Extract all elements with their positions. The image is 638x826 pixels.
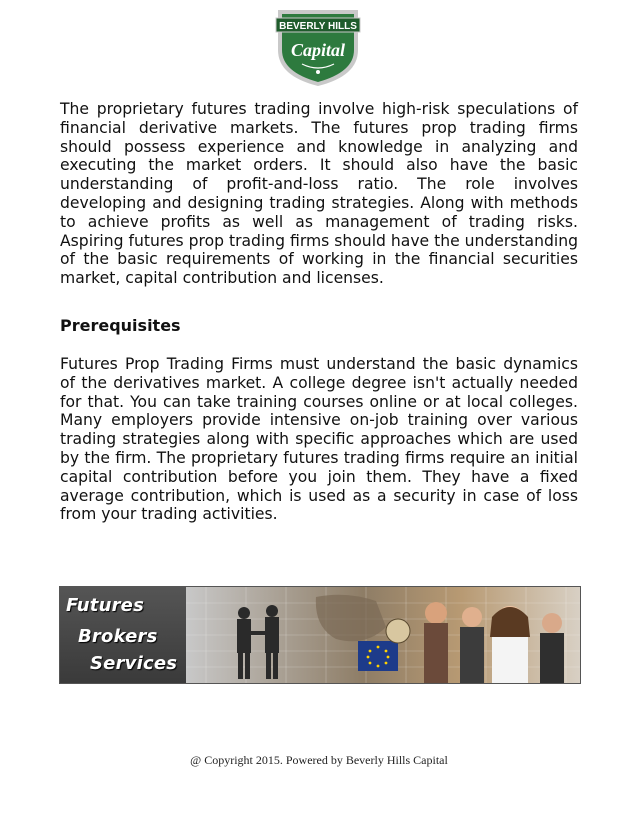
banner-text-panel (60, 587, 186, 683)
banner-photo-collage (186, 587, 580, 683)
copyright-footer: @ Copyright 2015. Powered by Beverly Hills Capital (190, 753, 448, 767)
company-logo (272, 6, 364, 88)
banner-line-brokers: Brokers (78, 626, 158, 647)
logo-line2: Capital (290, 40, 346, 60)
section-heading: Prerequisites (60, 316, 181, 335)
banner-line-futures: Futures (66, 595, 145, 616)
intro-paragraph: The proprietary futures trading involve high-risk speculations of financial derivative markets. The futures prop trading firms should possess experience and knowledge in analyzing and executing the market orders. It should also have the basic understanding of profit-and-loss ratio. The role involves developing and designing trading strategies. Along with methods to achieve profits as well as management of trading risks. Aspiring futures prop trading firms should have the understanding of the basic requirements of working in the financial securities market, capital contribution and licenses. (60, 100, 579, 288)
shield-logo-graphic (272, 6, 364, 88)
services-banner (59, 586, 581, 684)
logo-line1: BEVERLY HILLS (279, 21, 357, 32)
prerequisites-paragraph: Futures Prop Trading Firms must understand the basic dynamics of the derivatives market. A college degree isn't actually needed for that. You can take training courses online or at local colleges. Many employers provide intensive on-job training over various trading strategies along with specific approaches which are used by the firm. The proprietary futures trading firms require an initial capital contribution before you join them. They have a fixed average contribution, which is used as a security in case of loss from your trading activities. (60, 355, 578, 524)
banner-line-services: Services (90, 653, 178, 674)
